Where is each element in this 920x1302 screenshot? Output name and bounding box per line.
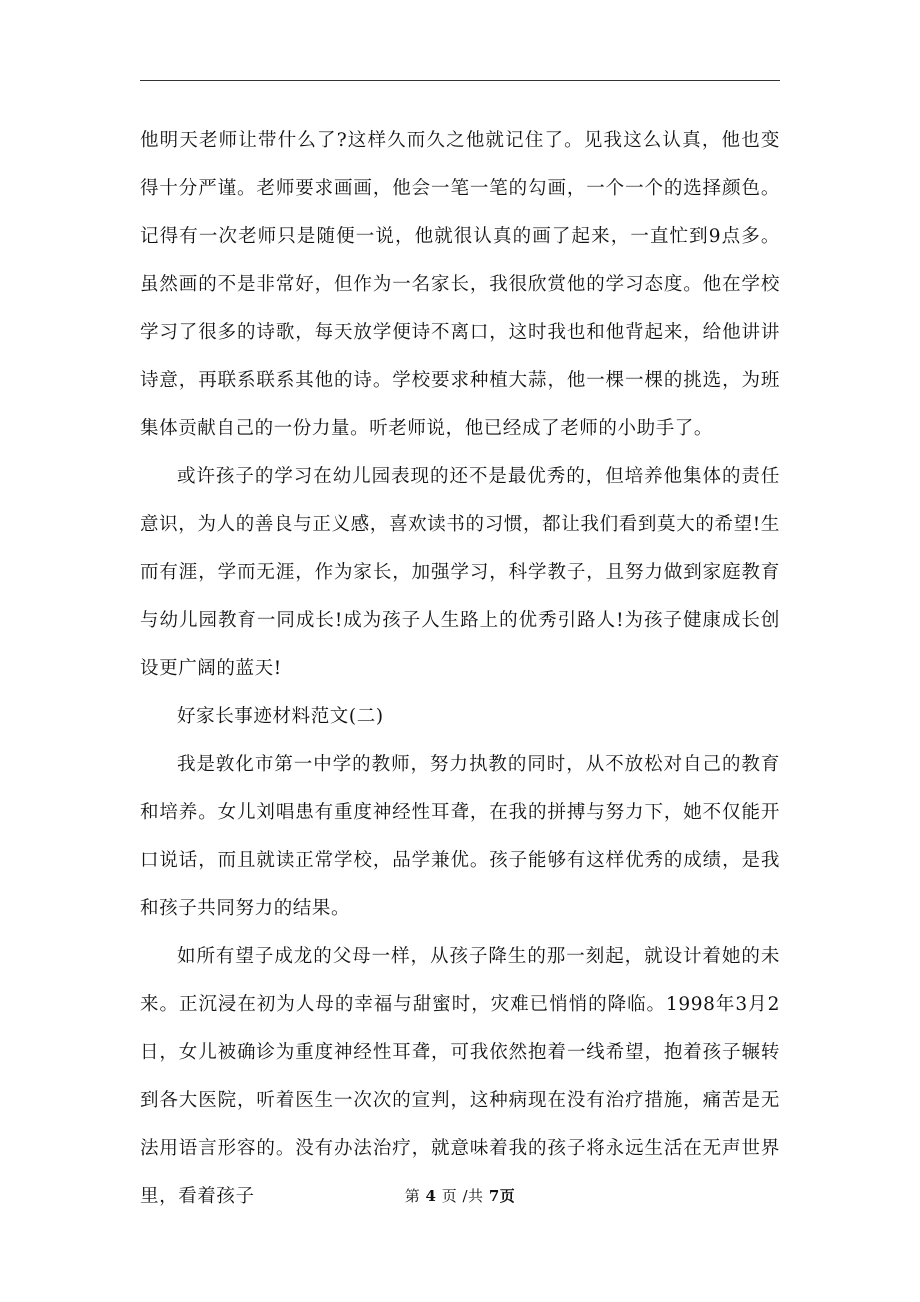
page-footer — [0, 1186, 920, 1206]
paragraph-hope: 或许孩子的学习在幼儿园表现的还不是最优秀的，但培养他集体的责任意识，为人的善良与正义感，喜欢读书的习惯，都让我们看到莫大的希望!生而有涯，学而无涯，作为家长，加强学习，科学教子，且努力做到家庭教育与幼儿园教育一同成长!成为孩子人生路上的优秀引路人!为孩子健康成长创设更广阔的蓝天! — [140, 466, 780, 679]
document-body — [140, 117, 780, 1221]
footer-total-pages: 7 — [488, 1187, 500, 1205]
footer-current-page: 4 — [425, 1187, 437, 1205]
paragraph-intro: 我是敦化市第一中学的教师，努力执教的同时，从不放松对自己的教育和培养。女儿刘唱患有重度神经性耳聋，在我的拼搏与努力下，她不仅能开口说话，而且就读正常学校，品学兼优。孩子能够有这样优秀的成绩，是我和孩子共同努力的结果。 — [140, 754, 780, 919]
footer-middle: 页 /共 — [441, 1187, 484, 1205]
paragraph-story: 如所有望子成龙的父母一样，从孩子降生的那一刻起，就设计着她的未来。正沉浸在初为人母的幸福与甜蜜时，灾难已悄悄的降临。1998年3月2日，女儿被确诊为重度神经性耳聋，可我依然抱着一线希望，抱着孩子辗转到各大医院，听着医生一次次的宣判，这种病现在没有治疗措施，痛苦是无法用语言形容的。没有办法治疗，就意味着我的孩子将永远生活在无声世界里，看着孩子 — [140, 946, 780, 1207]
section-title: 好家长事迹材料范文(二) — [177, 706, 384, 727]
paragraph-continued: 他明天老师让带什么了?这样久而久之他就记住了。见我这么认真，他也变得十分严谨。老师要求画画，他会一笔一笔的勾画，一个一个的选择颜色。记得有一次老师只是随便一说，他就很认真的画了起来，一直忙到9点多。虽然画的不是非常好，但作为一名家长，我很欣赏他的学习态度。他在学校学习了很多的诗歌，每天放学便诗不离口，这时我也和他背起来，给他讲讲诗意，再联系联系其他的诗。学校要求种植大蒜，他一棵一棵的挑选，为班集体贡献自己的一份力量。听老师说，他已经成了老师的小助手了。 — [140, 130, 780, 439]
footer-prefix: 第 — [404, 1187, 421, 1205]
footer-suffix: 页 — [499, 1187, 516, 1205]
header-rule — [140, 80, 780, 81]
